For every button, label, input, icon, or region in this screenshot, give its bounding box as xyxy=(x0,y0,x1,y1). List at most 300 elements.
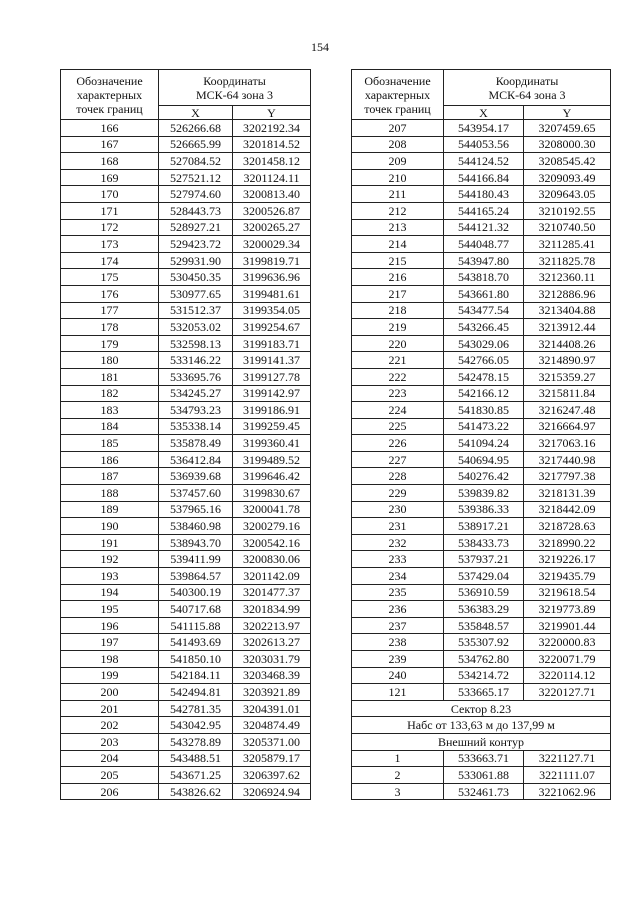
table-row xyxy=(61,767,311,784)
y-cell: 3203468.39 xyxy=(233,667,311,684)
y-cell: 3199186.91 xyxy=(233,402,311,419)
point-cell: 216 xyxy=(352,269,444,286)
x-cell: 534245.27 xyxy=(159,385,233,402)
y-cell: 3199636.96 xyxy=(233,269,311,286)
y-cell: 3199489.52 xyxy=(233,451,311,468)
coords-column-header xyxy=(444,70,611,106)
table-row xyxy=(352,767,611,784)
table-row xyxy=(352,783,611,800)
point-cell: 186 xyxy=(61,451,159,468)
x-cell: 539386.33 xyxy=(444,501,524,518)
x-cell: 543661.80 xyxy=(444,285,524,302)
y-cell: 3212886.96 xyxy=(524,285,611,302)
table-row xyxy=(352,584,611,601)
y-cell: 3219226.17 xyxy=(524,551,611,568)
table-row xyxy=(61,485,311,502)
x-cell: 542166.12 xyxy=(444,385,524,402)
point-cell: 198 xyxy=(61,651,159,668)
x-cell: 537429.04 xyxy=(444,568,524,585)
point-cell: 235 xyxy=(352,584,444,601)
point-cell: 232 xyxy=(352,534,444,551)
y-cell: 3201124.11 xyxy=(233,169,311,186)
point-header-line: Обозначение xyxy=(76,73,143,88)
point-cell: 236 xyxy=(352,601,444,618)
table-row xyxy=(61,319,311,336)
y-cell: 3215359.27 xyxy=(524,368,611,385)
y-cell: 3204874.49 xyxy=(233,717,311,734)
table-body-right xyxy=(352,120,611,701)
table-row xyxy=(61,568,311,585)
table-row xyxy=(61,451,311,468)
y-cell: 3201834.99 xyxy=(233,601,311,618)
x-cell: 542781.35 xyxy=(159,700,233,717)
y-cell: 3199646.42 xyxy=(233,468,311,485)
y-cell: 3219773.89 xyxy=(524,601,611,618)
x-cell: 543826.62 xyxy=(159,783,233,800)
table-row xyxy=(61,584,311,601)
point-cell: 200 xyxy=(61,684,159,701)
y-cell: 3219618.54 xyxy=(524,584,611,601)
point-cell: 170 xyxy=(61,186,159,203)
table-row xyxy=(61,601,311,618)
x-cell: 540694.95 xyxy=(444,451,524,468)
point-cell: 204 xyxy=(61,750,159,767)
point-cell: 182 xyxy=(61,385,159,402)
table-row xyxy=(61,518,311,535)
x-cell: 527974.60 xyxy=(159,186,233,203)
x-cell: 540300.19 xyxy=(159,584,233,601)
table-row xyxy=(352,335,611,352)
y-cell: 3199127.78 xyxy=(233,368,311,385)
y-cell: 3199142.97 xyxy=(233,385,311,402)
x-cell: 544121.32 xyxy=(444,219,524,236)
point-cell: 121 xyxy=(352,684,444,701)
table-row xyxy=(352,136,611,153)
y-cell: 3203921.89 xyxy=(233,684,311,701)
table-row xyxy=(352,186,611,203)
point-cell: 203 xyxy=(61,733,159,750)
x-cell: 539411.99 xyxy=(159,551,233,568)
table-row xyxy=(61,202,311,219)
table-row xyxy=(61,120,311,137)
x-cell: 538433.73 xyxy=(444,534,524,551)
y-cell: 3199819.71 xyxy=(233,252,311,269)
y-cell: 3218728.63 xyxy=(524,518,611,535)
table-row xyxy=(61,717,311,734)
y-cell: 3199183.71 xyxy=(233,335,311,352)
x-cell: 530450.35 xyxy=(159,269,233,286)
point-cell: 171 xyxy=(61,202,159,219)
y-cell: 3214890.97 xyxy=(524,352,611,369)
table-row xyxy=(352,269,611,286)
point-cell: 179 xyxy=(61,335,159,352)
point-cell: 202 xyxy=(61,717,159,734)
x-cell: 541094.24 xyxy=(444,435,524,452)
coords-header-line: МСК-64 зона 3 xyxy=(488,87,566,102)
x-cell: 529423.72 xyxy=(159,236,233,253)
point-cell: 210 xyxy=(352,169,444,186)
x-cell: 531512.37 xyxy=(159,302,233,319)
table-row xyxy=(61,368,311,385)
x-cell: 540717.68 xyxy=(159,601,233,618)
table-body-left xyxy=(61,120,311,800)
x-cell: 533061.88 xyxy=(444,767,524,784)
table-row xyxy=(61,219,311,236)
point-cell: 209 xyxy=(352,153,444,170)
point-cell: 1 xyxy=(352,750,444,767)
y-cell: 3200526.87 xyxy=(233,202,311,219)
table-row xyxy=(61,136,311,153)
y-cell: 3208000.30 xyxy=(524,136,611,153)
table-row xyxy=(61,418,311,435)
table-row xyxy=(352,518,611,535)
y-cell: 3219435.79 xyxy=(524,568,611,585)
x-cell: 543042.95 xyxy=(159,717,233,734)
table-row xyxy=(352,634,611,651)
point-cell: 221 xyxy=(352,352,444,369)
y-cell: 3218990.22 xyxy=(524,534,611,551)
y-cell: 3202613.27 xyxy=(233,634,311,651)
point-cell: 172 xyxy=(61,219,159,236)
x-cell: 534793.23 xyxy=(159,402,233,419)
x-cell: 532053.02 xyxy=(159,319,233,336)
x-cell: 544048.77 xyxy=(444,236,524,253)
table-row xyxy=(61,252,311,269)
x-cell: 534214.72 xyxy=(444,667,524,684)
point-column-header xyxy=(61,70,159,120)
point-cell: 228 xyxy=(352,468,444,485)
table-row xyxy=(352,120,611,137)
point-cell: 223 xyxy=(352,385,444,402)
y-cell: 3220127.71 xyxy=(524,684,611,701)
x-cell: 544180.43 xyxy=(444,186,524,203)
table-row xyxy=(352,418,611,435)
table-row xyxy=(61,236,311,253)
table-row xyxy=(352,551,611,568)
table-row xyxy=(61,385,311,402)
point-cell: 229 xyxy=(352,485,444,502)
point-cell: 225 xyxy=(352,418,444,435)
point-cell: 3 xyxy=(352,783,444,800)
y-cell: 3201814.52 xyxy=(233,136,311,153)
y-cell: 3206924.94 xyxy=(233,783,311,800)
x-cell: 530977.65 xyxy=(159,285,233,302)
point-cell: 240 xyxy=(352,667,444,684)
y-cell: 3199259.45 xyxy=(233,418,311,435)
table-row xyxy=(352,219,611,236)
y-cell: 3220000.83 xyxy=(524,634,611,651)
point-cell: 222 xyxy=(352,368,444,385)
point-header-line: точек границ xyxy=(76,101,143,116)
x-cell: 529931.90 xyxy=(159,252,233,269)
table-row xyxy=(61,534,311,551)
point-cell: 197 xyxy=(61,634,159,651)
y-cell: 3201142.09 xyxy=(233,568,311,585)
table-row xyxy=(352,153,611,170)
point-cell: 227 xyxy=(352,451,444,468)
table-row xyxy=(352,302,611,319)
point-cell: 226 xyxy=(352,435,444,452)
y-cell: 3203031.79 xyxy=(233,651,311,668)
y-cell: 3217797.38 xyxy=(524,468,611,485)
point-cell: 168 xyxy=(61,153,159,170)
point-header-line: Обозначение xyxy=(364,73,431,88)
table-row xyxy=(352,352,611,369)
x-cell: 537965.16 xyxy=(159,501,233,518)
x-column-header: X xyxy=(159,106,233,120)
x-cell: 528927.21 xyxy=(159,219,233,236)
point-cell: 231 xyxy=(352,518,444,535)
point-cell: 230 xyxy=(352,501,444,518)
point-cell: 191 xyxy=(61,534,159,551)
x-cell: 543266.45 xyxy=(444,319,524,336)
coords-header-line: Координаты xyxy=(495,73,559,88)
y-column-header: Y xyxy=(233,106,311,120)
x-cell: 543278.89 xyxy=(159,733,233,750)
x-cell: 544166.84 xyxy=(444,169,524,186)
table-row xyxy=(352,402,611,419)
table-row xyxy=(352,285,611,302)
point-cell: 192 xyxy=(61,551,159,568)
table-row xyxy=(352,368,611,385)
y-cell: 3218131.39 xyxy=(524,485,611,502)
point-cell: 214 xyxy=(352,236,444,253)
table-row xyxy=(352,451,611,468)
coordinates-table-left xyxy=(60,69,311,800)
point-header-line: точек границ xyxy=(364,101,431,116)
y-cell: 3200279.16 xyxy=(233,518,311,535)
x-cell: 533695.76 xyxy=(159,368,233,385)
sector-title: Сектор 8.23 xyxy=(352,700,611,717)
table-row xyxy=(352,667,611,684)
y-cell: 3210740.50 xyxy=(524,219,611,236)
y-cell: 3200265.27 xyxy=(233,219,311,236)
point-cell: 218 xyxy=(352,302,444,319)
y-cell: 3202213.97 xyxy=(233,617,311,634)
point-cell: 205 xyxy=(61,767,159,784)
x-cell: 532461.73 xyxy=(444,783,524,800)
y-cell: 3221062.96 xyxy=(524,783,611,800)
point-cell: 2 xyxy=(352,767,444,784)
point-cell: 201 xyxy=(61,700,159,717)
y-cell: 3214408.26 xyxy=(524,335,611,352)
x-cell: 542184.11 xyxy=(159,667,233,684)
y-cell: 3220114.12 xyxy=(524,667,611,684)
x-cell: 538460.98 xyxy=(159,518,233,535)
table-row xyxy=(352,169,611,186)
x-cell: 527084.52 xyxy=(159,153,233,170)
x-cell: 543947.80 xyxy=(444,252,524,269)
point-cell: 187 xyxy=(61,468,159,485)
y-cell: 3201458.12 xyxy=(233,153,311,170)
table-row xyxy=(61,402,311,419)
x-cell: 536412.84 xyxy=(159,451,233,468)
y-cell: 3204391.01 xyxy=(233,700,311,717)
point-cell: 174 xyxy=(61,252,159,269)
point-cell: 175 xyxy=(61,269,159,286)
table-row xyxy=(61,634,311,651)
table-row xyxy=(352,534,611,551)
point-cell: 178 xyxy=(61,319,159,336)
table-row xyxy=(61,651,311,668)
y-cell: 3219901.44 xyxy=(524,617,611,634)
point-cell: 196 xyxy=(61,617,159,634)
point-column-header xyxy=(352,70,444,120)
y-cell: 3215811.84 xyxy=(524,385,611,402)
sector-section xyxy=(352,700,611,750)
x-cell: 543671.25 xyxy=(159,767,233,784)
x-cell: 543477.54 xyxy=(444,302,524,319)
table-row xyxy=(61,468,311,485)
table-row xyxy=(352,468,611,485)
coords-header-line: Координаты xyxy=(203,73,266,88)
x-cell: 538917.21 xyxy=(444,518,524,535)
y-cell: 3199354.05 xyxy=(233,302,311,319)
x-cell: 537457.60 xyxy=(159,485,233,502)
point-cell: 219 xyxy=(352,319,444,336)
point-cell: 180 xyxy=(61,352,159,369)
contour-label: Внешний контур xyxy=(352,733,611,750)
y-cell: 3211825.78 xyxy=(524,252,611,269)
x-cell: 540276.42 xyxy=(444,468,524,485)
x-cell: 532598.13 xyxy=(159,335,233,352)
table-row xyxy=(352,319,611,336)
table-row xyxy=(61,285,311,302)
x-cell: 541830.85 xyxy=(444,402,524,419)
point-cell: 167 xyxy=(61,136,159,153)
x-cell: 539839.82 xyxy=(444,485,524,502)
y-cell: 3221127.71 xyxy=(524,750,611,767)
table-row xyxy=(352,651,611,668)
y-cell: 3206397.62 xyxy=(233,767,311,784)
y-cell: 3217063.16 xyxy=(524,435,611,452)
y-cell: 3199830.67 xyxy=(233,485,311,502)
table-row xyxy=(352,501,611,518)
x-cell: 527521.12 xyxy=(159,169,233,186)
y-cell: 3216247.48 xyxy=(524,402,611,419)
x-cell: 536939.68 xyxy=(159,468,233,485)
table-row xyxy=(61,733,311,750)
y-cell: 3216664.97 xyxy=(524,418,611,435)
point-cell: 211 xyxy=(352,186,444,203)
table-row xyxy=(352,236,611,253)
point-cell: 188 xyxy=(61,485,159,502)
y-cell: 3200029.34 xyxy=(233,236,311,253)
y-cell: 3209643.05 xyxy=(524,186,611,203)
y-cell: 3207459.65 xyxy=(524,120,611,137)
point-cell: 213 xyxy=(352,219,444,236)
table-row xyxy=(61,617,311,634)
table-row xyxy=(61,501,311,518)
point-cell: 206 xyxy=(61,783,159,800)
point-cell: 224 xyxy=(352,402,444,419)
point-cell: 207 xyxy=(352,120,444,137)
point-cell: 233 xyxy=(352,551,444,568)
y-cell: 3199141.37 xyxy=(233,352,311,369)
sector-subtitle: Набс от 133,63 м до 137,99 м xyxy=(352,717,611,734)
x-cell: 541493.69 xyxy=(159,634,233,651)
y-column-header: Y xyxy=(524,106,611,120)
table-row xyxy=(61,551,311,568)
x-cell: 542478.15 xyxy=(444,368,524,385)
y-cell: 3199360.41 xyxy=(233,435,311,452)
table-row xyxy=(352,202,611,219)
table-row xyxy=(352,568,611,585)
y-cell: 3200041.78 xyxy=(233,501,311,518)
table-row xyxy=(61,186,311,203)
point-cell: 193 xyxy=(61,568,159,585)
y-cell: 3212360.11 xyxy=(524,269,611,286)
x-cell: 539864.57 xyxy=(159,568,233,585)
table-row xyxy=(61,435,311,452)
x-cell: 534762.80 xyxy=(444,651,524,668)
x-cell: 528443.73 xyxy=(159,202,233,219)
table-row xyxy=(61,700,311,717)
x-cell: 526665.99 xyxy=(159,136,233,153)
point-cell: 199 xyxy=(61,667,159,684)
y-cell: 3205879.17 xyxy=(233,750,311,767)
point-cell: 195 xyxy=(61,601,159,618)
y-cell: 3211285.41 xyxy=(524,236,611,253)
point-cell: 184 xyxy=(61,418,159,435)
table-row xyxy=(61,335,311,352)
point-cell: 176 xyxy=(61,285,159,302)
table-row xyxy=(61,783,311,800)
point-cell: 212 xyxy=(352,202,444,219)
x-cell: 535338.14 xyxy=(159,418,233,435)
point-cell: 173 xyxy=(61,236,159,253)
point-cell: 181 xyxy=(61,368,159,385)
coords-column-header xyxy=(159,70,311,106)
y-cell: 3220071.79 xyxy=(524,651,611,668)
table-row xyxy=(352,750,611,767)
table-row xyxy=(352,485,611,502)
x-cell: 542766.05 xyxy=(444,352,524,369)
y-cell: 3208545.42 xyxy=(524,153,611,170)
point-cell: 239 xyxy=(352,651,444,668)
y-cell: 3199254.67 xyxy=(233,319,311,336)
y-cell: 3205371.00 xyxy=(233,733,311,750)
x-cell: 536910.59 xyxy=(444,584,524,601)
table-row xyxy=(61,269,311,286)
point-cell: 217 xyxy=(352,285,444,302)
y-cell: 3213912.44 xyxy=(524,319,611,336)
x-column-header: X xyxy=(444,106,524,120)
x-cell: 538943.70 xyxy=(159,534,233,551)
y-cell: 3221111.07 xyxy=(524,767,611,784)
point-cell: 185 xyxy=(61,435,159,452)
point-cell: 220 xyxy=(352,335,444,352)
x-cell: 533146.22 xyxy=(159,352,233,369)
point-cell: 208 xyxy=(352,136,444,153)
y-cell: 3217440.98 xyxy=(524,451,611,468)
point-header-line: характерных xyxy=(76,87,143,102)
table-body-contour xyxy=(352,750,611,800)
point-cell: 234 xyxy=(352,568,444,585)
x-cell: 526266.68 xyxy=(159,120,233,137)
x-cell: 543488.51 xyxy=(159,750,233,767)
x-cell: 541473.22 xyxy=(444,418,524,435)
table-row xyxy=(352,617,611,634)
x-cell: 535307.92 xyxy=(444,634,524,651)
x-cell: 541115.88 xyxy=(159,617,233,634)
point-cell: 238 xyxy=(352,634,444,651)
point-cell: 237 xyxy=(352,617,444,634)
point-cell: 183 xyxy=(61,402,159,419)
table-row xyxy=(352,385,611,402)
x-cell: 533663.71 xyxy=(444,750,524,767)
table-row xyxy=(61,352,311,369)
